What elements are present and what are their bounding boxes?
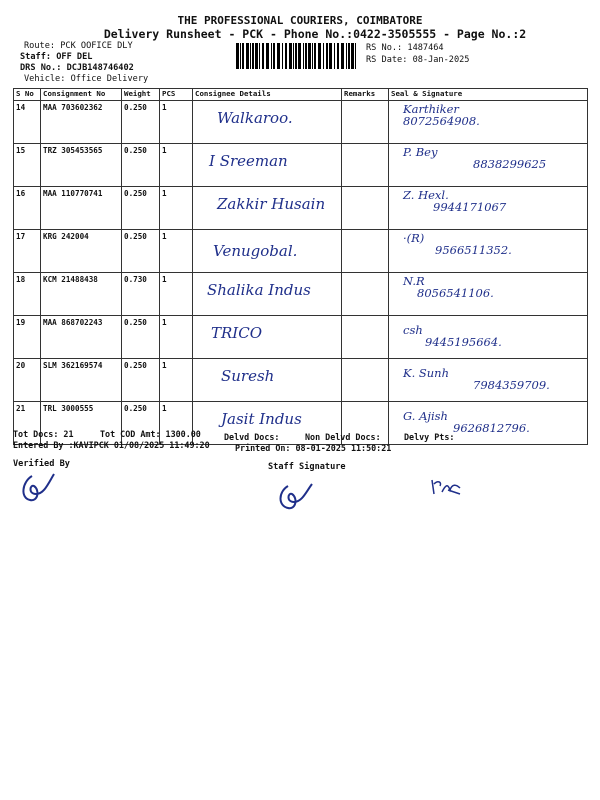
cell-remarks — [342, 359, 389, 402]
barcode-bar — [259, 43, 260, 69]
total-cod-amount: Tot COD Amt: 1300.00 — [100, 429, 201, 439]
col-weight: Weight — [122, 89, 160, 101]
runsheet-table — [13, 88, 588, 445]
cell-sno: 21 — [14, 402, 41, 445]
col-consignee: Consignee Details — [193, 89, 342, 101]
cell-pcs: 1 — [160, 359, 193, 402]
cell-remarks — [342, 230, 389, 273]
cell-sno: 16 — [14, 187, 41, 230]
col-remarks: Remarks — [342, 89, 389, 101]
barcode — [236, 43, 357, 69]
cell-weight: 0.250 — [122, 402, 160, 445]
barcode-bar — [303, 43, 304, 69]
table-row — [14, 359, 588, 402]
cell-consignment: SLM 362169574 — [41, 359, 122, 402]
barcode-bar — [337, 43, 339, 69]
table-row — [14, 230, 588, 273]
route-label: Route: PCK OOFICE DLY — [24, 41, 133, 51]
cell-signature — [389, 359, 588, 402]
barcode-bar — [314, 43, 316, 69]
signature-name: ·(R) — [403, 231, 425, 245]
delivered-docs: Delvd Docs: — [224, 432, 280, 442]
barcode-bar — [351, 43, 354, 69]
cell-remarks — [342, 273, 389, 316]
verified-signature — [14, 470, 58, 506]
cell-consignee: Shalika Indus — [207, 281, 311, 299]
col-pcs: PCS — [160, 89, 193, 101]
cell-remarks — [342, 101, 389, 144]
delivery-points: Delvy Pts: — [404, 432, 455, 442]
barcode-bar — [346, 43, 347, 69]
cell-weight: 0.250 — [122, 359, 160, 402]
barcode-bar — [282, 43, 283, 69]
table-row — [14, 144, 588, 187]
cell-consignee: I Sreeman — [209, 152, 288, 170]
barcode-bar — [262, 43, 264, 69]
barcode-bar — [318, 43, 321, 69]
table-row — [14, 273, 588, 316]
cell-consignment: MAA 110770741 — [41, 187, 122, 230]
cell-consignment: MAA 703602362 — [41, 101, 122, 144]
cell-weight: 0.250 — [122, 230, 160, 273]
cell-signature — [389, 187, 588, 230]
barcode-bar — [277, 43, 280, 69]
rs-date: RS Date: 08-Jan-2025 — [366, 55, 470, 65]
col-consignment: Consignment No — [41, 89, 122, 101]
cell-consignment: TRZ 305453565 — [41, 144, 122, 187]
table-row — [14, 316, 588, 359]
cell-consignee: Jasit Indus — [221, 410, 302, 428]
cell-sno: 15 — [14, 144, 41, 187]
cell-consignee: Zakkir Husain — [217, 195, 326, 213]
cell-pcs: 1 — [160, 273, 193, 316]
barcode-bar — [308, 43, 311, 69]
printed-on: Printed On: 08-01-2025 11:50:21 — [235, 443, 392, 453]
signature-phone: 8056541106. — [417, 286, 494, 300]
barcode-bar — [236, 43, 239, 69]
cell-pcs: 1 — [160, 144, 193, 187]
barcode-bar — [334, 43, 335, 69]
cell-pcs: 1 — [160, 230, 193, 273]
total-docs: Tot Docs: 21 — [13, 429, 74, 439]
vehicle-label: Vehicle: Office Delivery — [24, 74, 149, 84]
cell-signature — [389, 101, 588, 144]
verified-by-label: Verified By — [13, 459, 70, 469]
barcode-bar — [271, 43, 272, 69]
signature-name: Karthiker — [403, 102, 459, 116]
staff-label: Staff: OFF DEL — [20, 52, 93, 62]
table-row — [14, 101, 588, 144]
company-title: THE PROFESSIONAL COURIERS, COIMBATORE — [177, 14, 423, 27]
barcode-bar — [295, 43, 297, 69]
signature-phone: 9445195664. — [425, 335, 502, 349]
barcode-bar — [246, 43, 249, 69]
cell-remarks — [342, 187, 389, 230]
barcode-bar — [312, 43, 313, 69]
barcode-bar — [323, 43, 324, 69]
barcode-bar — [329, 43, 332, 69]
barcode-bar — [250, 43, 251, 69]
cell-signature — [389, 316, 588, 359]
cell-remarks — [342, 144, 389, 187]
cell-consignment: KRG 242004 — [41, 230, 122, 273]
barcode-bar — [355, 43, 356, 69]
staff-signature-label: Staff Signature — [268, 462, 346, 472]
cell-sno: 17 — [14, 230, 41, 273]
barcode-bar — [242, 43, 244, 69]
barcode-bar — [348, 43, 350, 69]
rs-number: RS No.: 1487464 — [366, 43, 444, 53]
barcode-bar — [252, 43, 254, 69]
cell-weight: 0.250 — [122, 101, 160, 144]
cell-pcs: 1 — [160, 187, 193, 230]
cell-remarks — [342, 316, 389, 359]
signature-name: csh — [403, 323, 423, 337]
barcode-bar — [285, 43, 287, 69]
barcode-bar — [305, 43, 307, 69]
entered-by: Entered By :KAVIPCK 01/08/2025 11:49:20 — [13, 440, 210, 450]
non-delivered-docs: Non Delvd Docs: — [305, 432, 381, 442]
cell-weight: 0.250 — [122, 144, 160, 187]
signature-phone: 9566511352. — [435, 243, 512, 257]
table-row — [14, 187, 588, 230]
signature-phone: 9626812796. — [453, 421, 530, 435]
drs-number: DRS No.: DCJB148746402 — [20, 63, 134, 73]
signature-phone: 8838299625 — [473, 157, 547, 171]
cell-consignment: TRL 3000555 — [41, 402, 122, 445]
runsheet-title: Delivery Runsheet - PCK - Phone No.:0422-3505555 - Page No.:2 — [103, 27, 527, 41]
signature-name: Z. Hexl. — [403, 188, 449, 202]
barcode-bar — [298, 43, 301, 69]
cell-pcs: 1 — [160, 402, 193, 445]
signature-phone: 9944171067 — [433, 200, 507, 214]
signature-name: G. Ajish — [403, 409, 448, 423]
col-sno: S No — [14, 89, 41, 101]
cell-signature — [389, 144, 588, 187]
signature-name: N.R — [403, 274, 425, 288]
cell-pcs: 1 — [160, 316, 193, 359]
initials-scribble — [430, 476, 464, 498]
barcode-bar — [341, 43, 344, 69]
barcode-bar — [293, 43, 294, 69]
cell-weight: 0.250 — [122, 187, 160, 230]
cell-consignee: Suresh — [221, 367, 275, 385]
cell-sno: 18 — [14, 273, 41, 316]
signature-phone: 8072564908. — [403, 114, 480, 128]
table-header-row — [14, 89, 588, 101]
cell-weight: 0.250 — [122, 316, 160, 359]
barcode-bar — [289, 43, 292, 69]
cell-consignee: TRICO — [211, 324, 262, 342]
cell-sno: 20 — [14, 359, 41, 402]
barcode-bar — [255, 43, 258, 69]
signature-phone: 7984359709. — [473, 378, 550, 392]
barcode-bar — [240, 43, 241, 69]
cell-sno: 14 — [14, 101, 41, 144]
cell-consignee: Walkaroo. — [217, 109, 293, 127]
staff-signature — [272, 478, 316, 514]
cell-signature — [389, 230, 588, 273]
barcode-bar — [266, 43, 269, 69]
signature-name: K. Sunh — [403, 366, 449, 380]
signature-name: P. Bey — [403, 145, 438, 159]
cell-consignee: Venugobal. — [213, 242, 298, 260]
barcode-bar — [273, 43, 275, 69]
cell-consignment: KCM 21488438 — [41, 273, 122, 316]
col-seal-signature: Seal & Signature — [389, 89, 588, 101]
cell-signature — [389, 273, 588, 316]
barcode-bar — [326, 43, 328, 69]
cell-sno: 19 — [14, 316, 41, 359]
cell-pcs: 1 — [160, 101, 193, 144]
cell-consignment: MAA 868702243 — [41, 316, 122, 359]
cell-weight: 0.730 — [122, 273, 160, 316]
